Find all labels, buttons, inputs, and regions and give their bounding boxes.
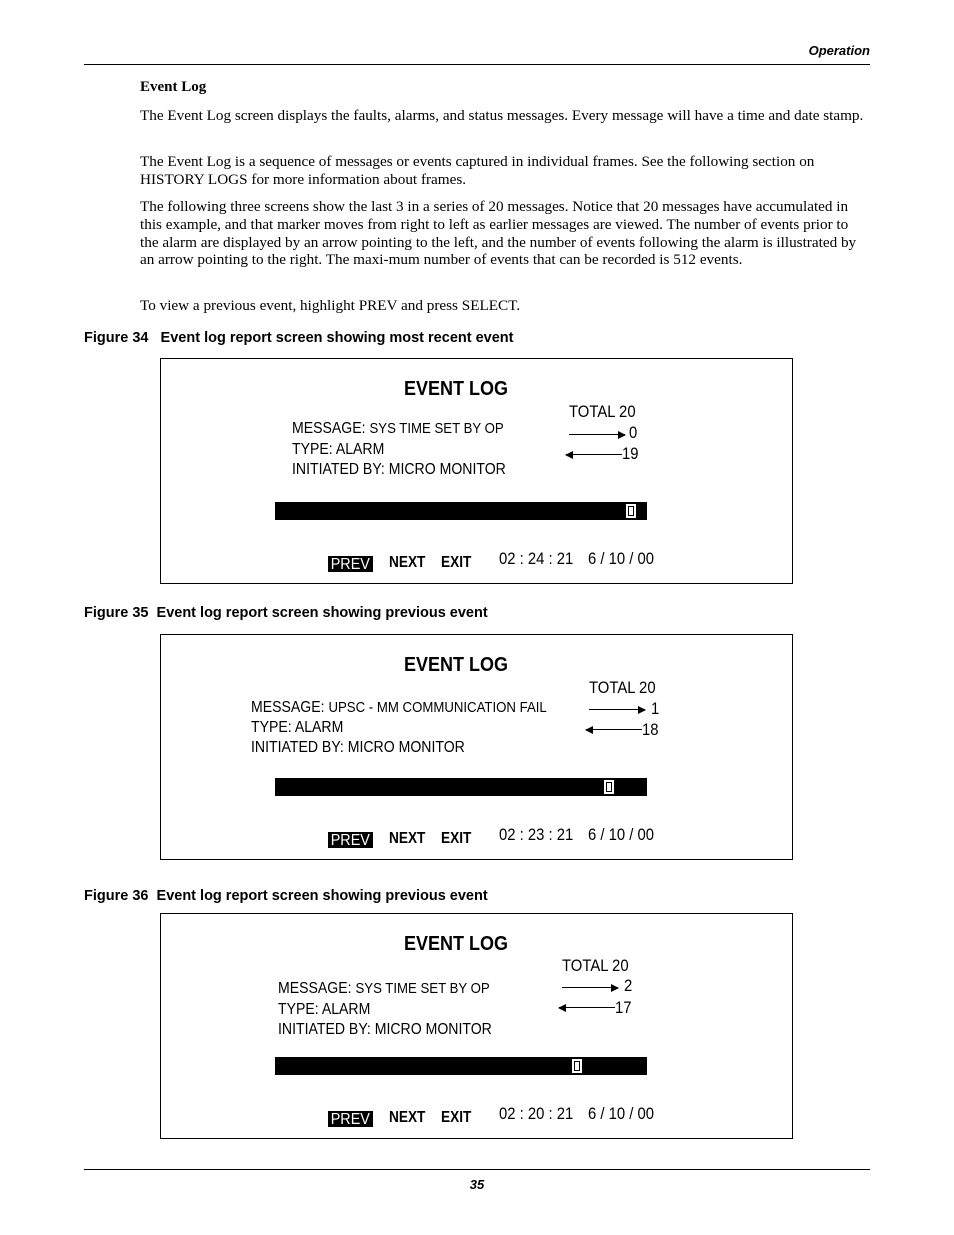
message-line: [278, 981, 490, 997]
figure-caption-36: Figure 36 Event log report screen showing previous event: [84, 888, 488, 904]
before-count: 17: [615, 999, 632, 1017]
total-count: TOTAL 20: [562, 957, 629, 975]
before-count: 19: [622, 445, 639, 463]
after-count: 2: [624, 977, 633, 995]
prev-button[interactable]: PREV: [328, 556, 373, 572]
screen-title: EVENT LOG: [404, 933, 509, 955]
exit-button[interactable]: EXIT: [441, 830, 472, 847]
date-display: 6 / 10 / 00: [588, 826, 655, 844]
paragraph-1: The Event Log screen displays the faults, alarms, and status messages. Every message will have a time and date stamp.: [140, 107, 864, 124]
arrow-right-icon: [569, 434, 625, 435]
screen-title: EVENT LOG: [404, 378, 509, 400]
message-label: MESSAGE:: [278, 980, 352, 997]
message-value: UPSC - MM COMMUNICATION FAIL: [328, 699, 547, 716]
message-label: MESSAGE:: [251, 699, 325, 716]
total-count: TOTAL 20: [569, 403, 636, 421]
exit-button[interactable]: EXIT: [441, 1109, 472, 1126]
next-button[interactable]: NEXT: [389, 1109, 426, 1126]
paragraph-4: To view a previous event, highlight PREV and press SELECT.: [140, 297, 521, 314]
position-marker: [604, 780, 614, 794]
total-count: TOTAL 20: [589, 679, 656, 697]
time-display: 02 : 23 : 21: [499, 826, 574, 844]
type-line: TYPE: ALARM: [251, 719, 344, 736]
before-count: 18: [642, 721, 659, 739]
exit-button[interactable]: EXIT: [441, 554, 472, 571]
screen-title: EVENT LOG: [404, 654, 509, 676]
type-line: TYPE: ALARM: [278, 1001, 371, 1018]
event-position-bar: [275, 502, 647, 520]
event-position-bar: [275, 1057, 647, 1075]
message-value: SYS TIME SET BY OP: [355, 980, 490, 997]
prev-button[interactable]: PREV: [328, 1111, 373, 1127]
section-title: Event Log: [140, 79, 207, 95]
arrow-left-icon: [586, 729, 642, 730]
message-line: [292, 421, 504, 437]
initiated-line: INITIATED BY: MICRO MONITOR: [251, 739, 465, 756]
message-line: [251, 700, 547, 716]
date-display: 6 / 10 / 00: [588, 550, 655, 568]
date-display: 6 / 10 / 00: [588, 1105, 655, 1123]
paragraph-3: The following three screens show the last 3 in a series of 20 messages. Notice that 20 messages have accumulated in this example, and that marker moves from right to left as earlier messages are viewed. The number of events prior to the alarm are displayed by an arrow pointing to the left, and the number of events following the alarm is illustrated by an arrow pointing to the right. The maxi-mum number of events that can be recorded is 512 events.: [140, 198, 857, 269]
page-number: 35: [469, 1177, 485, 1192]
running-head: Operation: [808, 43, 870, 58]
after-count: 0: [629, 424, 638, 442]
footer-rule: [84, 1169, 870, 1170]
header-rule: [84, 64, 870, 65]
message-value: SYS TIME SET BY OP: [369, 420, 504, 437]
figure-caption-35: Figure 35 Event log report screen showing previous event: [84, 605, 488, 621]
time-display: 02 : 20 : 21: [499, 1105, 574, 1123]
figure-caption-34: Figure 34 Event log report screen showing most recent event: [84, 330, 514, 346]
arrow-right-icon: [589, 709, 645, 710]
event-log-screen-36: [160, 913, 793, 1139]
after-count: 1: [651, 700, 660, 718]
prev-button[interactable]: PREV: [328, 832, 373, 848]
arrow-left-icon: [559, 1007, 615, 1008]
position-marker: [572, 1059, 582, 1073]
message-label: MESSAGE:: [292, 420, 366, 437]
next-button[interactable]: NEXT: [389, 554, 426, 571]
event-log-screen-34: [160, 358, 793, 584]
event-position-bar: [275, 778, 647, 796]
arrow-right-icon: [562, 987, 618, 988]
next-button[interactable]: NEXT: [389, 830, 426, 847]
time-display: 02 : 24 : 21: [499, 550, 574, 568]
initiated-line: INITIATED BY: MICRO MONITOR: [292, 461, 506, 478]
position-marker: [626, 504, 636, 518]
initiated-line: INITIATED BY: MICRO MONITOR: [278, 1021, 492, 1038]
paragraph-2: The Event Log is a sequence of messages or events captured in individual frames. See the following section on HISTORY LOGS for more information about frames.: [140, 153, 815, 188]
event-log-screen-35: [160, 634, 793, 860]
type-line: TYPE: ALARM: [292, 441, 385, 458]
arrow-left-icon: [566, 454, 622, 455]
